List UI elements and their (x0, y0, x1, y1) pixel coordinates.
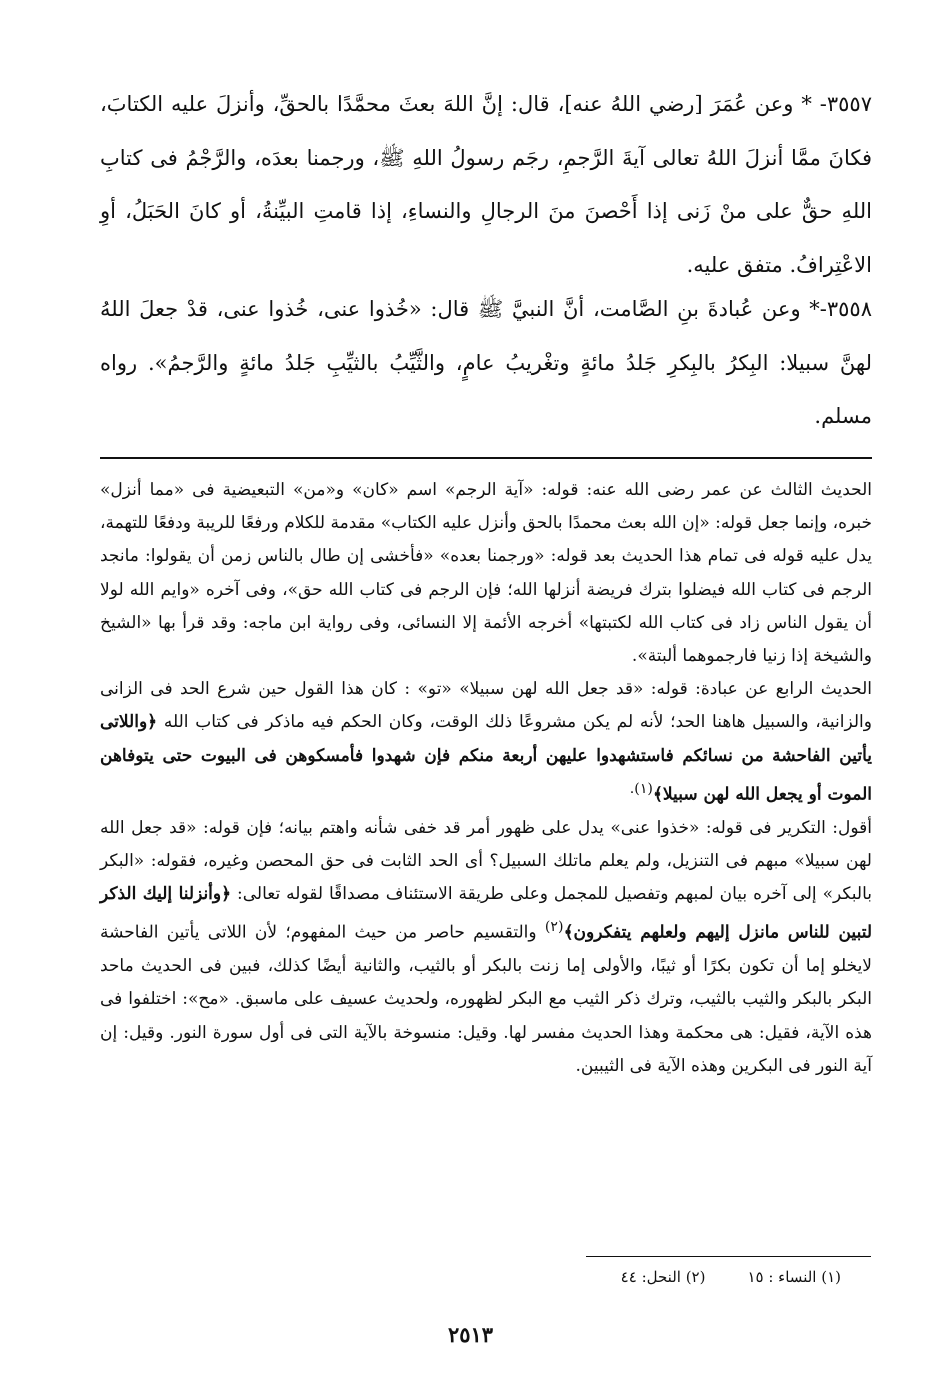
commentary-paragraph-2 (100, 673, 872, 811)
footnote-separator (586, 1256, 871, 1257)
footnote-2: (٢) النحل: ٤٤ (620, 1268, 706, 1286)
footnote-1: (١) النساء : ١٥ (747, 1268, 841, 1286)
commentary-paragraph-3 (100, 812, 872, 1083)
commentary-paragraph-1: الحديث الثالث عن عمر رضى الله عنه: قوله: «آية الرجم» اسم «كان» و«من» التبعيضية فى «مما أنزل» خبره، وإنما جعل قوله: «إن الله بعث محمدًا بالحق وأنزل عليه الكتاب» مقدمة للكلام ورفعًا للريبة ودفعًا للتهمة، يدل عليه قوله فى تمام هذا الحديث بعد قوله: «ورجمنا بعده» «فأخشى إن طال بالناس زمن أن يقولوا: مانجد الرجم فى كتاب الله فيضلوا بترك فريضة أنزلها الله؛ فإن الرجم فى كتاب الله حق»، وفى آخره «وايم الله لولا أن يقول الناس زاد فى كتاب الله لكتبتها» أخرجه الأئمة إلا النسائى، وفى رواية ابن ماجه: وقد قرأ بها «الشيخ والشيخة إذا زنيا فارجموهما ألبتة». (100, 480, 872, 667)
quran-verse-nisa: ﴿واللاتى يأتين الفاحشة من نسائكم فاستشهدوا عليهن أربعة منكم فإن شهدوا فأمسكوهن فى البيوت حتى يتوفاهن الموت أو يجعل الله لهن سبيلا﴾ (100, 712, 872, 805)
commentary-3-text: أقول: التكرير فى قوله: «خذوا عنى» يدل على ظهور أمر قد خفى شأنه واهتم بيانه؛ فإن قوله: «قد جعل الله لهن سبيلا» مبهم فى التنزيل، ولم يعلم ماتلك السبيل؟ أى الحد الثابت فى حق المحصن وغيره، فقوله: «البكر بالبكر» إلى آخره بيان لمبهم وتفصيل للمجمل وعلى طريقة الاستئناف مصداقًا لقوله تعالى: (100, 817, 872, 905)
commentary-3-rest: والتقسيم حاصر من حيث المفهوم؛ لأن اللاتى يأتين الفاحشة لايخلو إما أن تكون بكرًا أو ثيبًا، والأولى إما زنت بالبكر أو بالثيب، والثانية أيضًا كذلك، فبين فى الحديث ماحد البكر بالبكر والثيب بالثيب، وترك ذكر الثيب مع البكر لظهوره، ولحديث عسيف على ماسبق. «مح»: اختلفوا فى هذه الآية، فقيل: هى محكمة وهذا الحديث مفسر لها. وقيل: منسوخة بالآية التى فى أول سورة النور. وقيل: إن آية النور فى البكرين وهذه الآية فى الثيبين. (100, 922, 872, 1076)
commentary (100, 474, 872, 1083)
footnote-ref-1: (١). (629, 780, 653, 797)
commentary-2-text: الحديث الرابع عن عبادة: قوله: «قد جعل الله لهن سبيلا» «تو» : كان هذا القول حين شرع الحد فى الزانى والزانية، والسبيل هاهنا الحد؛ لأنه لم يكن مشروعًا ذلك الوقت، وكان الحكم فيه ماذكر فى كتاب الله (100, 679, 872, 733)
footnote-ref-2: (٢) (544, 919, 564, 936)
footnotes (579, 1265, 841, 1289)
hadith-3557: ٣٥٥٧- * وعن عُمَرَ [رضي اللهُ عنه]، قال: إنَّ اللهَ بعثَ محمَّدًا بالحقِّ، وأنزلَ عليه الكتابَ، فكانَ ممَّا أنزلَ اللهُ تعالى آيةَ الرَّجمِ، رجَم رسولُ اللهِ ﷺ، ورجمنا بعدَه، والرَّجْمُ فى كتابِ اللهِ حقٌّ على منْ زَنى إذا أَحْصنَ منَ الرجالِ والنساءِ، إذا قامتِ البيِّنةُ، أو كانَ الحَبَلُ، أوِ الاعْتِرافُ. متفق عليه. (100, 92, 872, 277)
page-number: ٢٥١٣ (447, 1322, 494, 1347)
quran-verse-nahl: ﴿وأنزلنا إليك الذكر لتبين للناس مانزل إليهم ولعلهم يتفكرون﴾ (100, 884, 873, 943)
hadith-3558: ٣٥٥٨-* وعن عُبادةَ بنِ الصَّامت، أنَّ النبيَّ ﷺ قال: «خُذوا عنى، خُذوا عنى، قدْ جعلَ اللهُ لهنَّ سبيلا: البِكرُ بالبِكرِ جَلدُ مائةٍ وتغْريبُ عامٍ، والثَّيِّبُ بالثيِّبِ جَلدُ مائةٍ والرَّجمُ». رواه مسلم. (100, 297, 872, 428)
separator-line (100, 457, 872, 459)
